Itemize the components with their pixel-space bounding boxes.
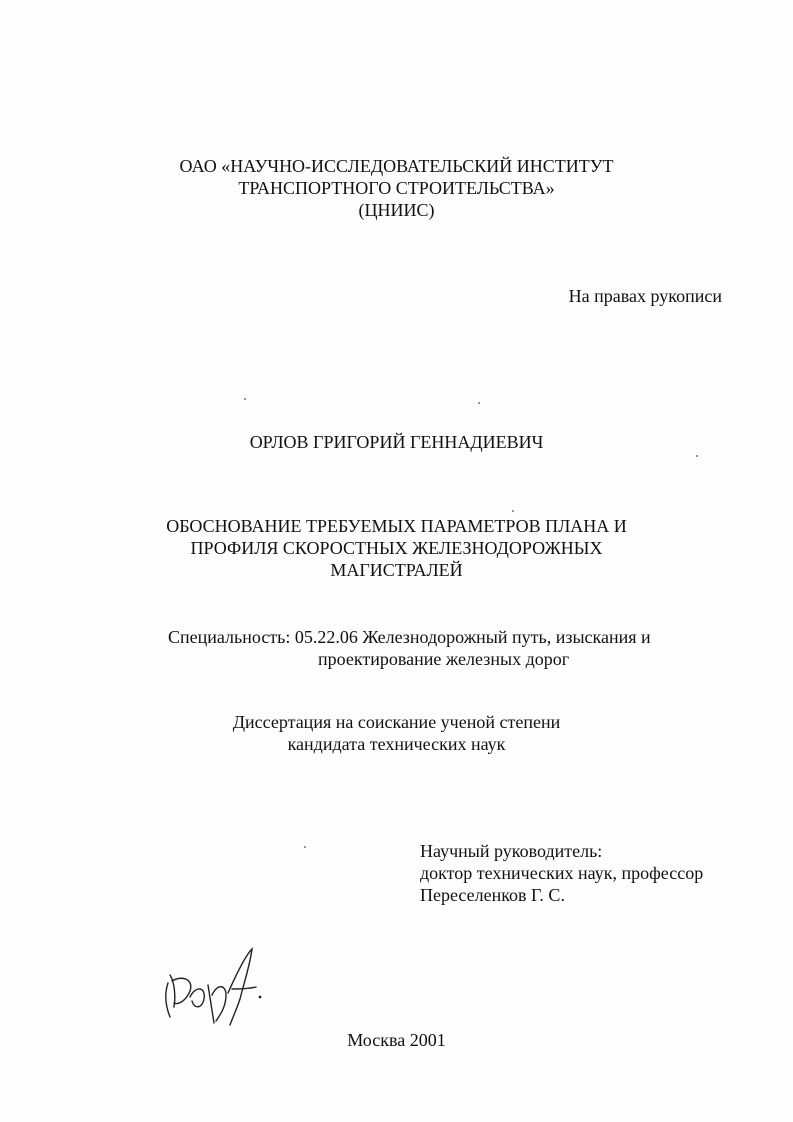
rights-note: На правах рукописи [568,286,722,306]
degree-statement [0,711,793,755]
scan-speck [304,846,306,848]
specialty [168,626,651,670]
degree-line: кандидата технических наук [287,734,506,754]
dissertation-title [0,515,793,581]
scan-speck [478,402,480,404]
organization-line: ОАО «НАУЧНО-ИССЛЕДОВАТЕЛЬСКИЙ ИНСТИТУТ [179,156,614,176]
advisor-line: Научный руководитель: [420,841,603,861]
city-year: Москва 2001 [347,1030,446,1050]
scan-speck [244,398,246,400]
scan-speck [696,455,698,457]
title-line: ОБОСНОВАНИЕ ТРЕБУЕМЫХ ПАРАМЕТРОВ ПЛАНА И [166,516,627,536]
signature-icon [160,945,270,1030]
organization-header [0,155,793,221]
title-line: МАГИСТРАЛЕЙ [330,560,463,580]
degree-line: Диссертация на соискание ученой степени [232,712,561,732]
scientific-advisor [420,840,703,906]
author-name: ОРЛОВ ГРИГОРИЙ ГЕННАДИЕВИЧ [249,432,544,452]
specialty-line: проектирование железных дорог [318,649,570,669]
advisor-line: Переселенков Г. С. [420,885,565,905]
advisor-line: доктор технических наук, профессор [420,863,704,883]
organization-line: (ЦНИИС) [358,200,435,220]
title-line: ПРОФИЛЯ СКОРОСТНЫХ ЖЕЛЕЗНОДОРОЖНЫХ [190,538,603,558]
specialty-line: Специальность: 05.22.06 Железнодорожный путь, изыскания и [168,627,651,647]
organization-line: ТРАНСПОРТНОГО СТРОИТЕЛЬСТВА» [238,178,555,198]
scan-speck [512,510,514,512]
